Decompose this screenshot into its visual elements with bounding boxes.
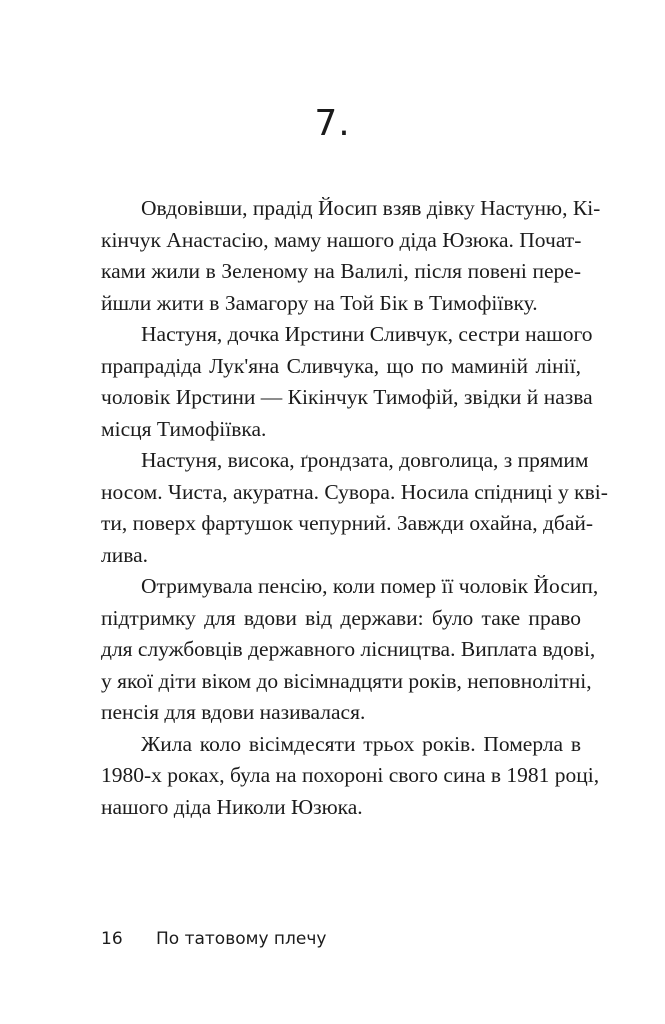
text-line: кінчук Анастасію, маму нашого діда Юзюка. Почат- <box>101 227 582 252</box>
text-line: Настуня, висока, ґрондзата, довголица, з прямим <box>141 448 589 472</box>
text-line: для службовців державного лісництва. Виплата вдові, <box>101 637 596 661</box>
text-line: носом. Чиста, акуратна. Сувора. Носила спідниці у кві- <box>101 479 608 504</box>
paragraph-4 <box>101 571 599 729</box>
text-line: Овдовівши, прадід Йосип взяв дівку Настуню, Кі- <box>141 196 601 220</box>
paragraph-5 <box>101 729 600 824</box>
text-line: йшли жити в Замагору на Той Бік в Тимофіївку. <box>101 290 538 315</box>
text-line: Настуня, дочка Ирстини Сливчук, сестри нашого <box>141 322 593 346</box>
book-title: По татовому плечу <box>156 929 327 949</box>
text-line: у якої діти віком до вісімнадцяти років, неповнолітні, <box>101 668 592 693</box>
paragraph-3 <box>101 445 608 571</box>
text-line: Жила коло вісімдесяти трьох років. Померла в <box>141 731 581 756</box>
text-line: чоловік Ирстини — Кікінчук Тимофій, звідки й назва <box>101 385 593 409</box>
paragraph-2 <box>101 319 593 445</box>
text-line: підтримку для вдови від держави: було таке право <box>101 605 581 630</box>
text-line: 1980-х роках, була на похороні свого сина в 1981 році, <box>101 763 600 787</box>
text-line: Отримувала пенсію, коли помер її чоловік Йосип, <box>141 574 599 598</box>
text-line: нашого діда Николи Юзюка. <box>101 794 363 819</box>
body-text <box>101 193 608 823</box>
text-line: прапрадіда Лук'яна Сливчука, що по маминій лінії, <box>101 353 581 378</box>
page-number: 16 <box>101 929 123 949</box>
page-footer <box>101 929 326 949</box>
text-line: ками жили в Зеленому на Валилі, після повені пере- <box>101 259 581 283</box>
text-line: лива. <box>101 542 149 567</box>
text-line: місця Тимофіївка. <box>101 416 267 441</box>
text-line: ти, поверх фартушок чепурний. Завжди охайна, дбай- <box>101 511 594 535</box>
paragraph-1 <box>101 193 601 319</box>
text-line: пенсія для вдови називалася. <box>101 700 366 724</box>
chapter-number: 7. <box>314 103 351 144</box>
